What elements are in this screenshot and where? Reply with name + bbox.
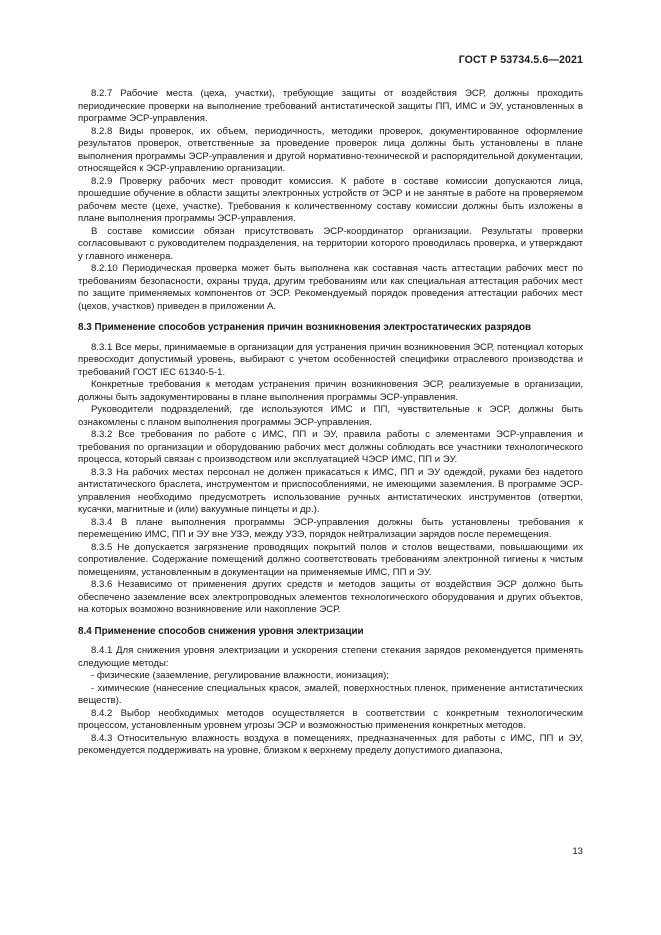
paragraph: Руководители подразделений, где используются ИМС и ПП, чувствительные к ЭСР, должны быть ознакомлены с планом выполнения программы ЭСР-управления. xyxy=(78,404,583,428)
paragraph: 8.4.3 Относительную влажность воздуха в помещениях, предназначенных для работы с ИМС, ПП и ЭУ, рекомендуется поддерживать на уровне, близком к верхнему пределу допустимого диапазона, xyxy=(78,732,583,756)
paragraph: 8.2.9 Проверку рабочих мест проводит комиссия. К работе в составе комиссии допускаются лица, прошедшие обучение в области защиты электронных устройств от ЭСР и не занятые в работе на проверяемом рабочем месте (цехе, участке). Требования к количественному составу комиссии должны быть изложены в плане выполнения программы ЭСР-управления. xyxy=(78,175,583,224)
document-header: ГОСТ Р 53734.5.6—2021 xyxy=(458,54,583,66)
paragraph: В составе комиссии обязан присутствовать ЭСР-координатор организации. Результаты проверки согласовывают с руководителем подразделения, на территории которого проводилась проверка, и утверждают у главного инженера. xyxy=(78,225,583,262)
section-heading: 8.3 Применение способов устранения причин возникновения электростатических разрядов xyxy=(78,322,532,333)
paragraph: 8.4.2 Выбор необходимых методов осуществляется в соответствии с конкретным технологическим процессом, установленным уровнем угрозы ЭСР и возможностью применения конкретных методов. xyxy=(78,707,583,731)
paragraph: 8.3.2 Все требования по работе с ИМС, ПП и ЭУ, правила работы с элементами ЭСР-управления и требования по организации и оборудованию рабочих мест должны соблюдать все участники технологического процесса, который связан с производством или эксплуатацией ЧЭСР ИМС, ПП и ЭУ. xyxy=(78,429,583,465)
paragraph: 8.2.7 Рабочие места (цеха, участки), требующие защиты от воздействия ЭСР, должны проходить периодические проверки на выполнение требований антистатической защиты ПП, ИМС и ЭУ, установленных в программе ЭСР-управления. xyxy=(78,88,583,124)
paragraph: 8.3.4 В плане выполнения программы ЭСР-управления должны быть установлены требования к перемещению ИМС, ПП и ЭУ вне УЗЭ, между УЗЭ, порядок нейтрализации зарядов после перемещения. xyxy=(78,516,583,540)
document-body xyxy=(78,88,583,758)
paragraph: 8.3.1 Все меры, принимаемые в организации для устранения причин возникновения ЭСР, потенциал которых превосходит допустимый уровень, выбирают с учетом особенностей специфики отраслевого производства и требований ГОСТ IEC 61340-5-1. xyxy=(78,341,583,378)
list-item: - химические (нанесение специальных красок, эмалей, поверхностных пленок, применение антистатических веществ). xyxy=(78,682,583,706)
paragraph: 8.2.10 Периодическая проверка может быть выполнена как составная часть аттестации рабочих мест по требованиям безопасности, охраны труда, другим требованиям или как специальная аттестация рабочих мест по защите применяемых компонентов от ЭСР. Рекомендуемый порядок проведения аттестации рабочих мест (цехов, участков) приведен в приложении А. xyxy=(78,263,583,312)
section-heading: 8.4 Применение способов снижения уровня электризации xyxy=(78,625,364,637)
paragraph: 8.3.3 На рабочих местах персонал не должен прикасаться к ИМС, ПП и ЭУ одеждой, руками без надетого антистатического браслета, инструментом и приспособлениями, не имеющими заземления. В программе ЭСР-управления необходимо предусмотреть использование ручных антистатических инструментов (отвертки, кусачки, магнитные и (или) вакуумные пинцеты и др.). xyxy=(78,466,583,515)
paragraph: 8.4.1 Для снижения уровня электризации и ускорения степени стекания зарядов рекомендуется применять следующие методы: xyxy=(78,645,583,669)
list-item: - физические (заземление, регулирование влажности, ионизация); xyxy=(91,670,389,681)
paragraph: 8.3.5 Не допускается загрязнение проводящих покрытий полов и столов веществами, повышающими их сопротивление. Содержание помещений должно соответствовать требованиям электронной гигиены к чистым помещениям, установленным в документации на применяемые ИМС, ПП и ЭУ. xyxy=(78,541,583,578)
page-number: 13 xyxy=(572,846,583,857)
paragraph: 8.2.8 Виды проверок, их объем, периодичность, методики проверок, документированное оформление результатов проверок, ответственные за проведение проверок лица должны быть установлены в плане выполнения программы ЭСР-управления и другой нормативно-технической и распорядительной документации, относящейся к ЭСР-управлению организации. xyxy=(78,125,583,174)
paragraph: 8.3.6 Независимо от применения других средств и методов защиты от воздействия ЭСР должно быть обеспечено заземление всех электропроводных элементов технологического оборудования и других объектов, на которых возможно возникновение или накопление ЭСР. xyxy=(78,579,583,615)
paragraph: Конкретные требования к методам устранения причин возникновения ЭСР, реализуемые в организации, должны быть задокументированы в плане выполнения программы ЭСР-управления. xyxy=(78,379,583,403)
